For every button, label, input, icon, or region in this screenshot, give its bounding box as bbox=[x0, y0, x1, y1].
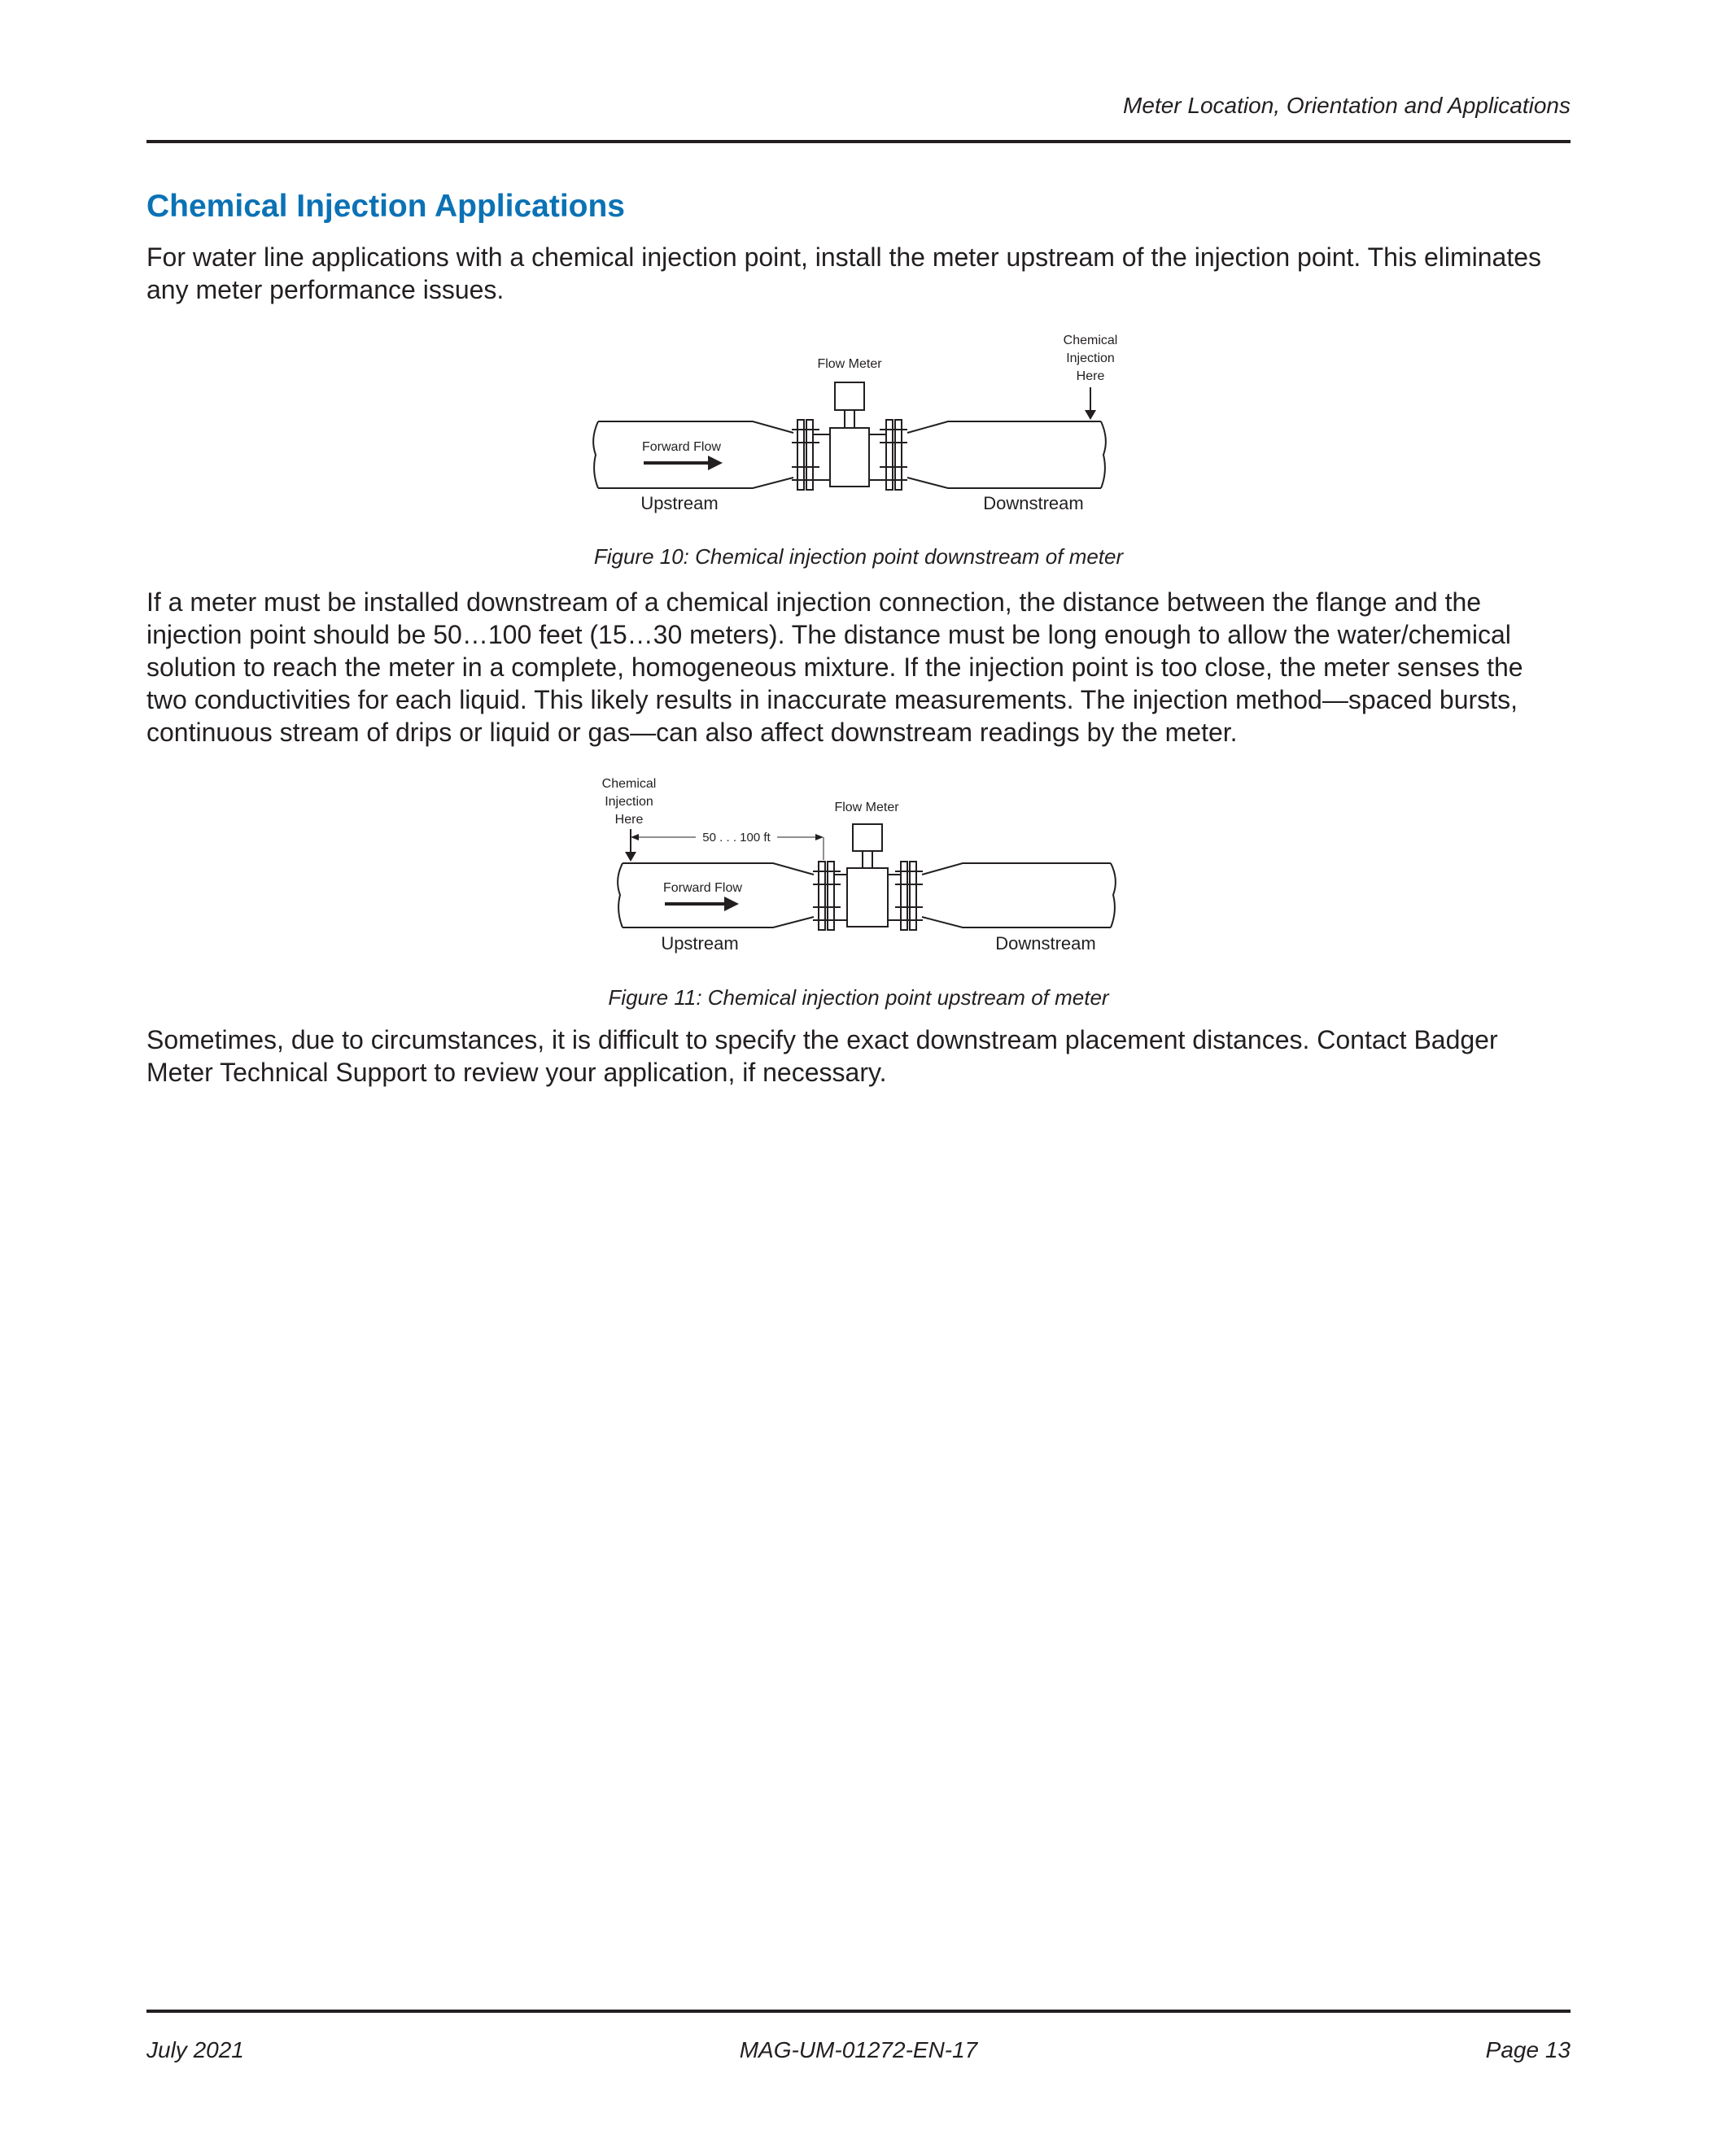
chem-label-line1: Chemical bbox=[1063, 334, 1118, 347]
flow-meter-label: Flow Meter bbox=[817, 357, 882, 371]
upstream-pipe-top bbox=[623, 863, 814, 875]
downstream-pipe-end bbox=[1101, 421, 1106, 488]
chem-label-line3: Here bbox=[614, 813, 644, 827]
running-header: Meter Location, Orientation and Applications bbox=[1123, 93, 1571, 118]
footer-page-number: Page 13 bbox=[1485, 2037, 1571, 2062]
downstream-pipe-end bbox=[1111, 863, 1116, 927]
distance-paragraph: If a meter must be installed downstream of a chemical injection connection, the distance between the flange and the injection point should be 50…100 feet (15…30 meters). The distance must be long enough to allow the water/chemical solution to reach the meter in a complete, homogeneous mixture. If the injection point is too close, the meter senses the two conductivities for each liquid. This likely results in inaccurate measurements. The injection method—spaced bursts, continuous stream of drips or liquid or gas—can also affect downstream readings by the meter. bbox=[146, 587, 1523, 747]
meter-transmitter bbox=[853, 824, 882, 851]
section-title: Chemical Injection Applications bbox=[146, 189, 625, 224]
upstream-pipe-end bbox=[618, 863, 623, 927]
forward-flow-label: Forward Flow bbox=[642, 440, 721, 454]
meter-body bbox=[830, 428, 869, 487]
meter-spool bbox=[834, 875, 901, 920]
distance-label: 50 . . . 100 ft bbox=[702, 831, 771, 845]
meter-neck bbox=[863, 851, 872, 868]
flow-meter-label: Flow Meter bbox=[834, 801, 899, 814]
meter-spool bbox=[813, 434, 886, 480]
figure-11-caption: Figure 11: Chemical injection point upstream of meter bbox=[608, 985, 1109, 1010]
upstream-pipe-bottom bbox=[623, 917, 814, 927]
chem-label-line2: Injection bbox=[1066, 351, 1115, 365]
footer-rule bbox=[146, 2010, 1571, 2013]
downstream-label: Downstream bbox=[995, 933, 1096, 954]
flow-arrow-head bbox=[724, 897, 739, 911]
support-paragraph: Sometimes, due to circumstances, it is difficult to specify the exact downstream placement distances. Contact Badger Meter Technical Support to review your application, if necessary. bbox=[146, 1025, 1498, 1087]
upstream-label: Upstream bbox=[640, 493, 719, 513]
figure-10-diagram bbox=[590, 325, 1118, 521]
meter-neck bbox=[845, 410, 854, 428]
dimension-arrow-right bbox=[815, 834, 824, 840]
meter-body bbox=[847, 868, 888, 927]
chem-label-line2: Injection bbox=[605, 795, 653, 809]
upstream-pipe-top bbox=[598, 421, 793, 433]
downstream-pipe-bottom bbox=[907, 478, 1101, 488]
meter-transmitter bbox=[835, 382, 864, 410]
dimension-arrow-left bbox=[631, 834, 639, 840]
upstream-label: Upstream bbox=[661, 933, 739, 954]
footer-doc-id: MAG-UM-01272-EN-17 bbox=[739, 2037, 978, 2062]
chem-label-line1: Chemical bbox=[601, 777, 657, 791]
downstream-pipe-top bbox=[922, 863, 1111, 875]
forward-flow-label: Forward Flow bbox=[663, 881, 742, 895]
downstream-label: Downstream bbox=[983, 493, 1084, 513]
figure-10-caption: Figure 10: Chemical injection point downstream of meter bbox=[593, 544, 1124, 569]
injection-arrow-head bbox=[625, 852, 636, 862]
upstream-pipe-bottom bbox=[598, 478, 793, 488]
flow-arrow-head bbox=[708, 456, 723, 470]
downstream-pipe-bottom bbox=[922, 917, 1111, 927]
figure-11-diagram bbox=[590, 769, 1111, 964]
downstream-pipe-top bbox=[907, 421, 1101, 433]
footer-date: July 2021 bbox=[146, 2037, 244, 2062]
injection-arrow-head bbox=[1085, 410, 1096, 420]
upstream-pipe-end bbox=[593, 421, 598, 488]
chem-label-line3: Here bbox=[1076, 369, 1105, 383]
intro-paragraph: For water line applications with a chemical injection point, install the meter upstream of the injection point. This eliminates any meter performance issues. bbox=[146, 242, 1542, 304]
header-rule bbox=[146, 140, 1571, 143]
